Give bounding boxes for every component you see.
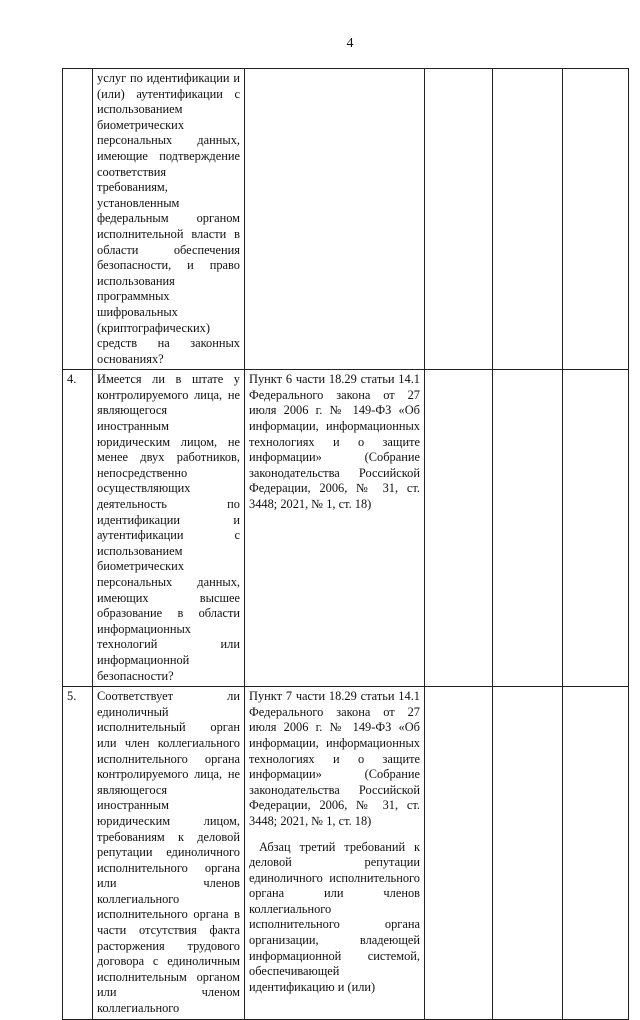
answer-cell [563, 69, 629, 370]
reference-paragraph: Пункт 6 части 18.29 статьи 14.1 Федерального закона от 27 июля 2006 г. № 149-ФЗ «Об информации, информационных технологиях и о защите информации» (Собрание законодательства Российской Федерации, 2006, № 31, ст. 3448; 2021, № 1, ст. 18) [249, 372, 420, 512]
answer-cell [493, 370, 563, 687]
requirement-text: Имеется ли в штате у контролируемого лица, не являющегося иностранным юридическим лицом, не менее двух работников, непосредственно осуществляющих деятельность по идентификации и аутентификации с использованием биометрических персональных данных, имеющих высшее образование в области информационных технологий или информационной безопасности? [93, 370, 245, 687]
row-number: 5. [63, 687, 93, 1019]
legal-reference [245, 69, 425, 370]
answer-cell [425, 687, 493, 1019]
answer-cell [493, 687, 563, 1019]
answer-cell [425, 370, 493, 687]
table-row [63, 69, 629, 370]
answer-cell [425, 69, 493, 370]
table-row [63, 370, 629, 687]
legal-reference [245, 687, 425, 1019]
row-number [63, 69, 93, 370]
answer-cell [563, 687, 629, 1019]
requirement-text: услуг по идентификации и (или) аутентификации с использованием биометрических персональных данных, имеющие подтверждение соответствия требованиям, установленным федеральным органом исполнительной власти в области обеспечения безопасности, и право использования программных шифровальных (криптографических) средств на законных основаниях? [93, 69, 245, 370]
row-number: 4. [63, 370, 93, 687]
table-row [63, 687, 629, 1019]
answer-cell [493, 69, 563, 370]
page-number: 4 [346, 36, 354, 51]
reference-paragraph: Абзац третий требований к деловой репутации единоличного исполнительного органа или членов коллегиального исполнительного органа организации, владеющей информационной системой, обеспечивающей идентификацию и (или) [249, 839, 420, 994]
requirement-text: Соответствует ли единоличный исполнительный орган или член коллегиального исполнительного органа контролируемого лица, не являющегося иностранным юридическим лицом, требованиям к деловой репутации единоличного исполнительного органа или членов коллегиального исполнительного органа в части отсутствия факта расторжения трудового договора с единоличным исполнительным органом или членом коллегиального [93, 687, 245, 1019]
answer-cell [563, 370, 629, 687]
legal-reference [245, 370, 425, 687]
reference-paragraph: Пункт 7 части 18.29 статьи 14.1 Федерального закона от 27 июля 2006 г. № 149-ФЗ «Об информации, информационных технологиях и о защите информации» (Собрание законодательства Российской Федерации, 2006, № 31, ст. 3448; 2021, № 1, ст. 18) [249, 689, 420, 828]
checklist-table [62, 68, 629, 1020]
